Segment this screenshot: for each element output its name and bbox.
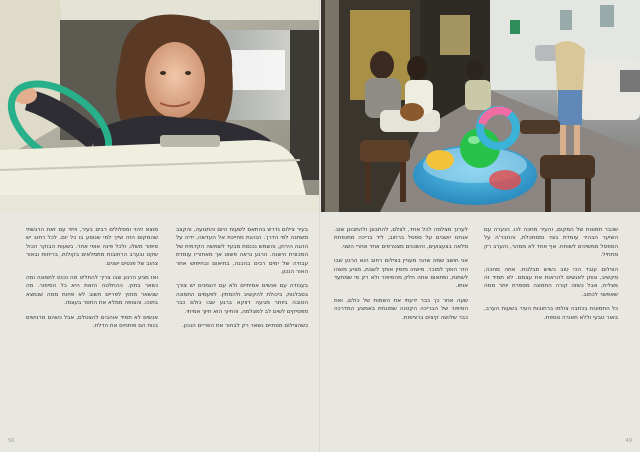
paragraph: ואז מגיע הרגע שבו צריך להחליט מה נכנס לתמונה ומה נשאר בחוץ. ההחלטה הזאת היא כל הסיפור. מה שנשאר מחוץ לפריים חשוב לא פחות ממה שנמצא בתוכו, והצופה ממלא את החסר בעצמו.	[26, 275, 158, 307]
page-number-left: 50	[8, 438, 15, 444]
paragraph: כל התמונות בכתבה צולמו ברחובות העיר בשעות הערב, באור טבעי וללא תאורה נוספת.	[484, 306, 618, 321]
photo-woman-driving	[0, 0, 320, 212]
paragraph: כשהצילום מסתיים נשאר רק לבחור את הפריים הנכון.	[182, 323, 308, 330]
paragraph: אנשים לא תמיד אוהבים להצטלם, אבל כשהם מרגישים בנוח הם פותחים את הדלת.	[26, 314, 158, 330]
paragraph: אני חושב שמה שהכי מעניין בצילום רחוב הוא הרגע שבו הזר הופך למוכר. מישהו מזמין אותך לשבת, מציע משהו לשתות, ופתאום אתה חלק מהסיפור ולא רק מי שמתעד אותו.	[334, 258, 468, 290]
paragraph: שכבר תמונות של המקום, והעיר מחכה לנו. הנערה עם השיער הבהיר עומדת בצד ומסתכלת, והחבר'ה על הספסל ממשיכים לשוחח. אף אחד לא ממהר, והערב רק מתחיל.	[484, 227, 618, 259]
right-page-column-right	[484, 226, 618, 328]
paragraph: בעבודה עם אנשים אמיתיים ולא עם דוגמנים יש צורך בסבלנות, ביכולת להקשיב ולהמתין. לפעמים התמונה הטובה ביותר מגיעה דווקא ברגע שבו כולם כבר מפסיקים לשים לב למצלמה, והחיוך הוא חיוך אמיתי.	[176, 283, 308, 315]
paragraph: הצילום עובד הכי טוב כשיש סבלנות. אתה מחכה, מקשיב, ונותן לאנשים להראות את עצמם. לא תמיד זה מצליח, אבל כשזה קורה התמונה מספרת יותר ממה שאפשר לכתוב.	[484, 266, 618, 298]
paragraph: לערוך מצלמה לכל אחד, לצלם, להתבונן ולהתבונן שוב. אנחנו יושבים על ספסל ברחוב, ליד בריכה מתנפחת מלאה בצעצועים, והשכנים מצטרפים אחד אחרי השני.	[334, 227, 468, 250]
page-number-right: 49	[625, 438, 632, 444]
photo-street-gathering	[320, 0, 640, 212]
paragraph: מוצא זיהוי ומסלולים רבים בעיר, ויחד עם זאת הרגשתי שהמקום הזה שייך למי שנוסע בו כל יום. לכל רחוב יש סיפור משלו, ולכל פינה אופי אחר. בשעות הבוקר הכול שקט ובערב הרחובות מתמלאים בקולות, בריחות ובאור צהוב של פנסים ישנים.	[26, 227, 158, 267]
paragraph: שעה אחר כך כבר ידעתי את השמות של כולם, ואת הסיפור של הבריכה הקטנה שמונחת באמצע המדרכה כבר שלושה קיצים ברציפות.	[334, 297, 468, 321]
page-gutter	[319, 0, 321, 452]
left-page-column-left	[26, 226, 158, 336]
left-page-column-right	[176, 226, 308, 336]
paragraph: בעיר צילום נדרש בהתאם לשעות היום והתנועה, והקצב משתנה לפי הדרך. הנהגת מחייכת אל העדשה, ידיה על ההגה הירוק, והשמש נכנסת מבעד לשמשה הקדמית של המכונית הישנה. הרגע נראה פשוט אך מאחוריו עומדת עבודה של ימים רבים בהכנה, בתיאום ובחיפוש אחר האור הנכון.	[176, 227, 308, 276]
right-page-column-left	[334, 226, 468, 328]
